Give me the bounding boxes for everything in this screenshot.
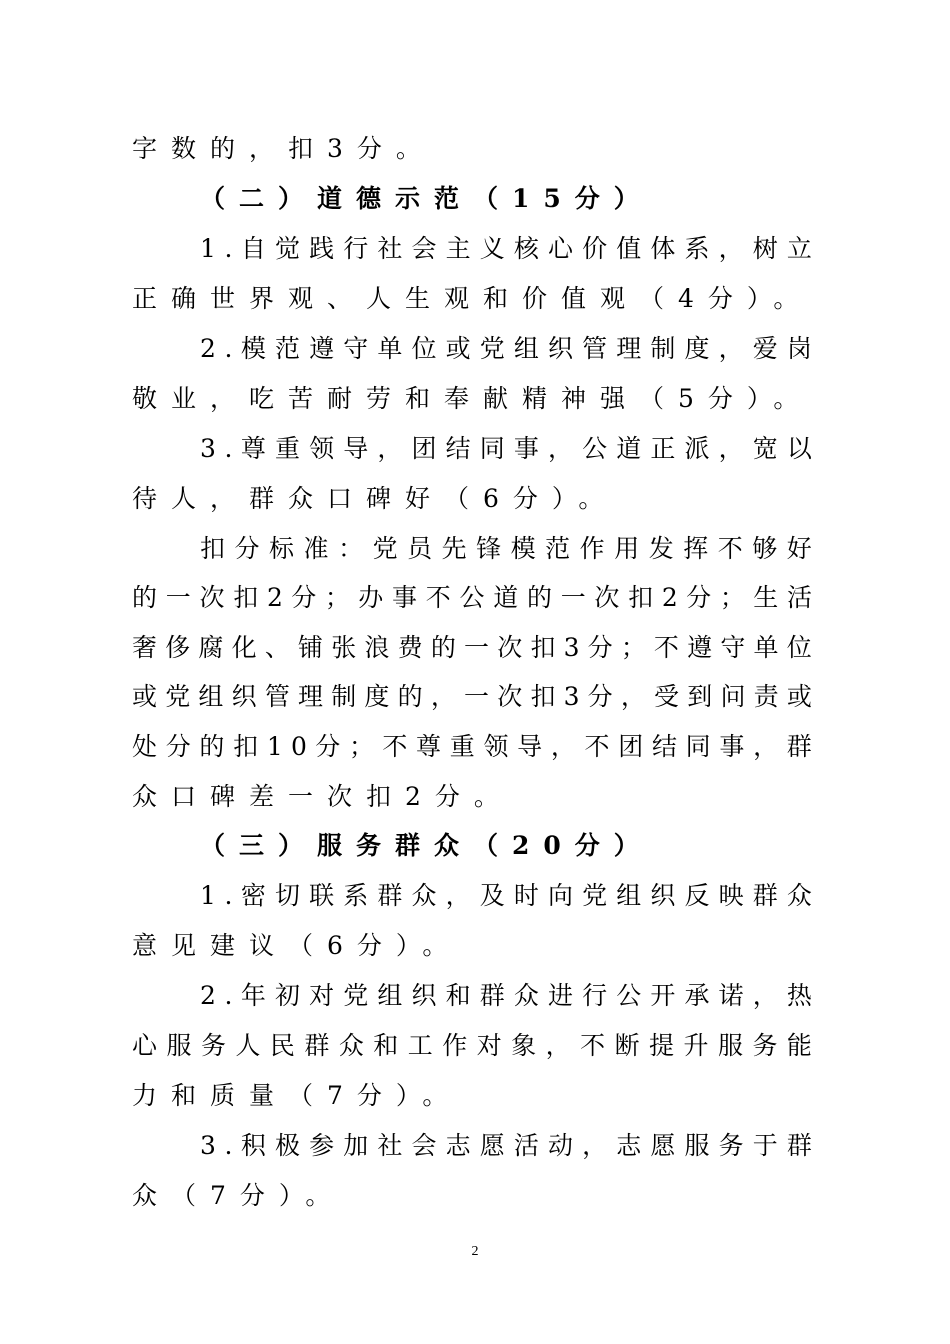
text-line: 1 . 自 觉 践 行 社 会 主 义 核 心 价 值 体 系 ， 树 立: [200, 234, 812, 263]
text-line: 2 . 模 范 遵 守 单 位 或 党 组 织 管 理 制 度 ， 爱 岗: [200, 334, 812, 363]
text-line: 意见建议（6分）。: [132, 931, 462, 960]
text-line: 2 . 年 初 对 党 组 织 和 群 众 进 行 公 开 承 诺 ， 热: [200, 981, 812, 1010]
text-line: 3 . 尊 重 领 导 ， 团 结 同 事 ， 公 道 正 派 ， 宽 以: [200, 434, 812, 463]
text-line: 处 分 的 扣 1 0 分 ； 不 尊 重 领 导 ， 不 团 结 同 事 ， 群: [132, 732, 812, 761]
text-line: 1 . 密 切 联 系 群 众 ， 及 时 向 党 组 织 反 映 群 众: [200, 881, 812, 910]
text-line: 敬业，吃苦耐劳和奉献精神强（5分）。: [132, 384, 813, 413]
text-line: 3 . 积 极 参 加 社 会 志 愿 活 动 ， 志 愿 服 务 于 群: [200, 1131, 812, 1160]
text-line: 或 党 组 织 管 理 制 度 的 ， 一 次 扣 3 分 ， 受 到 问 责 或: [132, 682, 812, 711]
text-line: 字数的，扣3分。: [132, 134, 435, 163]
text-line: 力和质量（7分）。: [132, 1081, 462, 1110]
text-line: 众口碑差一次扣2分。: [132, 782, 513, 811]
text-line: 众（7分）。: [132, 1181, 345, 1210]
section-heading-service: （三）服务群众（20分）: [200, 831, 653, 860]
text-line: 心 服 务 人 民 群 众 和 工 作 对 象 ， 不 断 提 升 服 务 能: [132, 1031, 812, 1060]
section-heading-moral: （二）道德示范（15分）: [200, 184, 653, 213]
text-line: 奢 侈 腐 化 、 铺 张 浪 费 的 一 次 扣 3 分 ； 不 遵 守 单 位: [132, 633, 812, 662]
page-number: 2: [471, 1244, 479, 1259]
text-line: 的 一 次 扣 2 分 ； 办 事 不 公 道 的 一 次 扣 2 分 ； 生 活: [132, 583, 812, 612]
text-line: 正确世界观、人生观和价值观（4分）。: [132, 284, 813, 313]
text-line: 待人，群众口碑好（6分）。: [132, 484, 618, 513]
text-line: 扣 分 标 准 ： 党 员 先 锋 模 范 作 用 发 挥 不 够 好: [200, 534, 812, 563]
